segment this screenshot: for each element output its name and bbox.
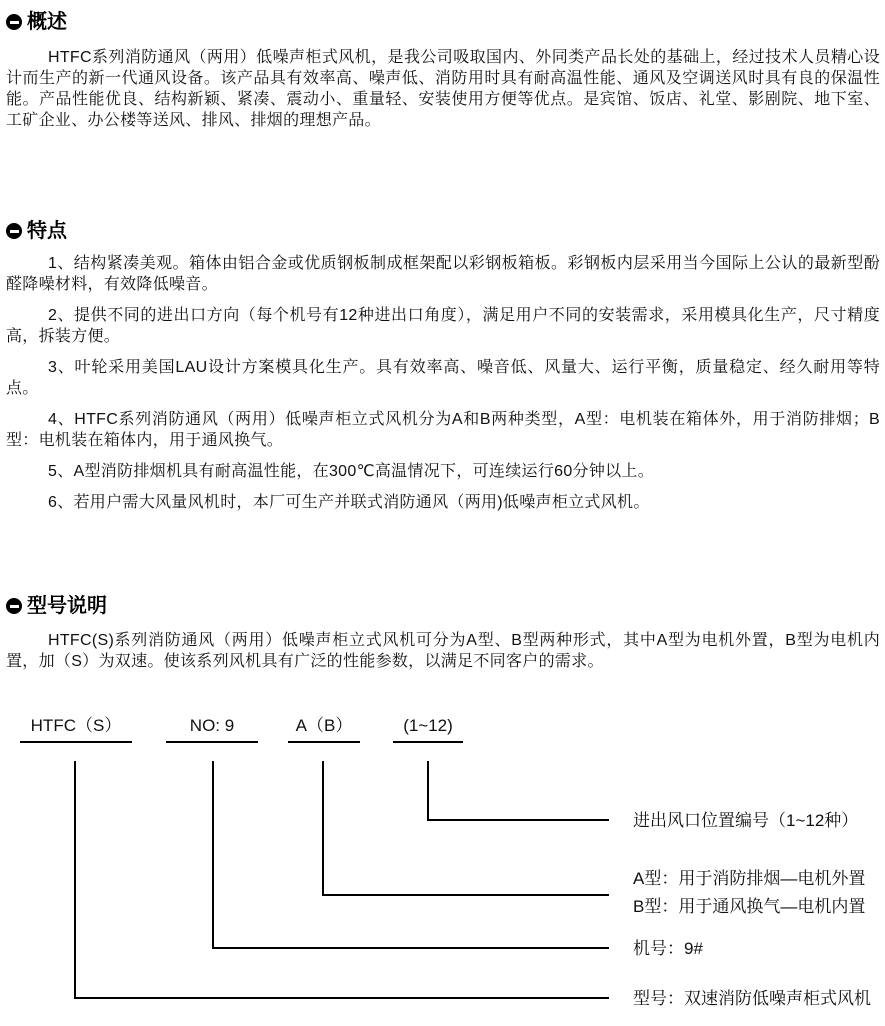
diagram-label-model: 型号：双速消防低噪声柜式风机 — [633, 989, 871, 1008]
minus-bar — [10, 230, 19, 233]
diagram-part-type: A（B） — [288, 715, 360, 743]
diagram-label-size: 机号：9# — [633, 939, 703, 958]
diagram-part-series: HTFC（S） — [20, 715, 132, 743]
diagram-part-outlet: (1~12) — [393, 715, 463, 743]
minus-circle-icon — [6, 598, 22, 614]
feature-item-6: 6、若用户需大风量风机时，本厂可生产并联式消防通风（两用)低噪声柜立式风机。 — [48, 494, 650, 511]
overview-paragraph: HTFC系列消防通风（两用）低噪声柜式风机，是我公司吸取国内、外同类产品长处的基础上，经过技术人员精心设计而生产的新一代通风设备。该产品具有效率高、噪声低、消防用时具有耐高温性能、通风及空调送风时具有良的保温性能。产品性能优良、结构新颖、紧凑、震动小、重量轻、安装使用方便等优点。是宾馆、饭店、礼堂、影剧院、地下室、工矿企业、办公楼等送风、排风、排烟的理想产品。 — [6, 49, 880, 129]
section-overview — [6, 10, 880, 131]
minus-bar — [10, 605, 19, 608]
diagram-label-type-b: B型：用于通风换气—电机内置 — [633, 897, 866, 916]
model-paragraph: HTFC(S)系列消防通风（两用）低噪声柜立式风机可分为A型、B型两种形式，其中A型为电机外置，B型为电机内置，加（S）为双速。使该系列风机具有广泛的性能参数，以满足不同客户的需求。 — [6, 632, 880, 670]
minus-bar — [10, 21, 19, 24]
feature-item-2: 2、提供不同的进出口方向（每个机号有12种进出口角度），满足用户不同的安装需求，采用模具化生产，尺寸精度高，拆装方便。 — [6, 307, 880, 345]
feature-item-5: 5、A型消防排烟机具有耐高温性能，在300℃高温情况下，可连续运行60分钟以上。 — [48, 463, 655, 480]
diagram-label-outlet: 进出风口位置编号（1~12种） — [633, 811, 859, 830]
diagram-label-type-a: A型：用于消防排烟—电机外置 — [633, 869, 866, 888]
model-heading-text: 型号说明 — [27, 595, 107, 617]
feature-item-4: 4、HTFC系列消防通风（两用）低噪声柜立式风机分为A和B两种类型，A型：电机装在箱体外，用于消防排烟；B型：电机装在箱体内，用于通风换气。 — [6, 411, 880, 449]
model-code-diagram — [6, 715, 880, 1025]
diagram-part-size: NO: 9 — [166, 715, 258, 743]
overview-heading — [6, 10, 880, 34]
minus-circle-icon — [6, 14, 22, 30]
minus-circle-icon — [6, 223, 22, 239]
model-heading — [6, 594, 880, 618]
section-features — [6, 219, 880, 513]
diagram-label-types — [633, 865, 865, 921]
connector-line-outlet — [427, 761, 609, 821]
features-heading — [6, 219, 880, 243]
features-heading-text: 特点 — [27, 220, 67, 242]
feature-item-1: 1、结构紧凑美观。箱体由铝合金或优质钢板制成框架配以彩钢板箱板。彩钢板内层采用当今国际上公认的最新型酚醛降噪材料，有效降低噪音。 — [6, 255, 880, 293]
section-model — [6, 594, 880, 1025]
feature-item-3: 3、叶轮采用美国LAU设计方案模具化生产。具有效率高、噪音低、风量大、运行平衡，质量稳定、经久耐用等特点。 — [6, 359, 880, 397]
overview-heading-text: 概述 — [27, 11, 67, 33]
